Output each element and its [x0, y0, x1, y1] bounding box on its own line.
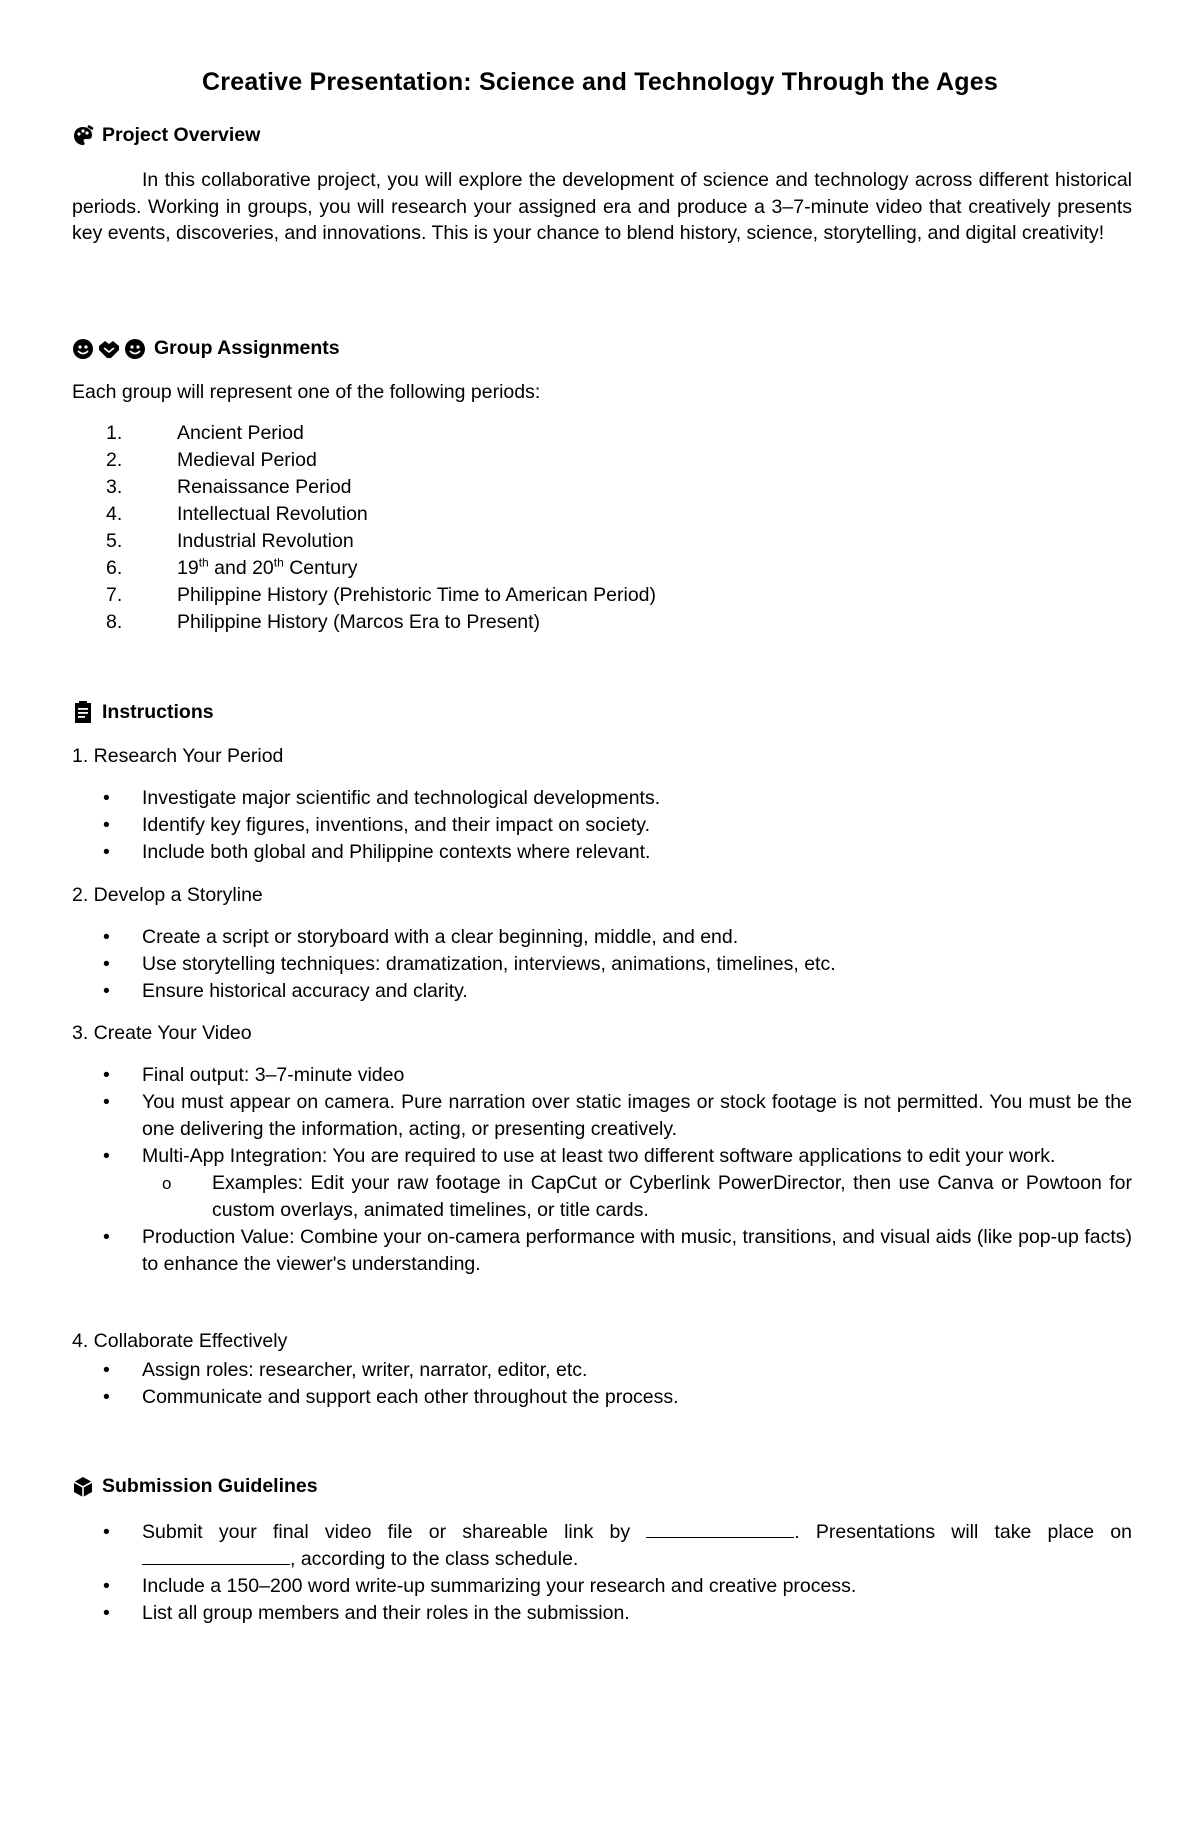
step-1-list — [72, 785, 1132, 866]
list-item: • Identify key figures, inventions, and their impact on society. — [103, 814, 650, 836]
person-icon — [124, 338, 146, 360]
list-item: • List all group members and their roles in the submission. — [103, 1602, 630, 1624]
list-item: • Use storytelling techniques: dramatization, interviews, animations, timelines, etc. — [103, 953, 836, 975]
step-title: 1. Research Your Period — [72, 745, 284, 767]
date-blank — [646, 1519, 794, 1538]
person-icon — [72, 338, 94, 360]
overview-heading-label: Project Overview — [102, 124, 261, 146]
list-item: • Investigate major scientific and technological developments. — [103, 787, 661, 809]
step-2-list — [72, 924, 1132, 1005]
page-title: Creative Presentation: Science and Technology Through the Ages — [202, 68, 998, 96]
date-blank — [142, 1546, 290, 1565]
overview-text: In this collaborative project, you will explore the development of science and technology across different historical periods. Working in groups, you will research your assigned era and produce a 3–7-minute video that creatively presents key events, discoveries, and innovations. This is your chance to blend history, science, storytelling, and digital creativity! — [72, 169, 1132, 244]
package-icon — [72, 1476, 94, 1498]
sub-list — [142, 1170, 1132, 1224]
group-assignments-heading — [72, 337, 340, 360]
list-item: • Ensure historical accuracy and clarity. — [103, 980, 468, 1002]
list-item: • Submit your final video file or shareable link by . Presentations will take place on , according to the class schedule. — [103, 1521, 1133, 1570]
instructions-heading — [72, 700, 214, 724]
step-title: 4. Collaborate Effectively — [72, 1330, 288, 1352]
handshake-icon — [97, 338, 121, 360]
group-intro: Each group will represent one of the following periods: — [72, 381, 541, 403]
palette-icon — [72, 125, 94, 147]
list-item: • Final output: 3–7-minute video — [103, 1064, 405, 1086]
step-4-list — [72, 1357, 1132, 1411]
step-title: 3. Create Your Video — [72, 1022, 252, 1044]
overview-heading — [72, 124, 260, 147]
instructions-heading-label: Instructions — [102, 700, 214, 723]
list-item: • Multi-App Integration: You are required to use at least two different software applications to edit your work. o Examples: Edit your raw footage in CapCut or Cyberlink PowerDirector, then use Canva or Powtoon for custom overlays, animated timelines, or title cards. — [72, 1143, 1132, 1224]
submission-list — [72, 1519, 1132, 1627]
list-item: • Include both global and Philippine contexts where relevant. — [103, 841, 651, 863]
step-3-list — [72, 1062, 1132, 1278]
sub-list-item: o Examples: Edit your raw footage in CapCut or Cyberlink PowerDirector, then use Canva or Powtoon for custom overlays, animated timelines, or title cards. — [162, 1172, 1132, 1221]
list-item: • Create a script or storyboard with a clear beginning, middle, and end. — [103, 926, 739, 948]
step-title: 2. Develop a Storyline — [72, 884, 263, 906]
list-item: • Include a 150–200 word write-up summarizing your research and creative process. — [103, 1575, 857, 1597]
document-page: Creative Presentation: Science and Technology Through the Ages Project Overview In this collaborative project, you will explore the development of science and technology across different historical periods. Working in groups, you will research your assigned era and produce a 3–7-minute video that creatively presents key events, discoveries, and innovations. This is your chance to blend history, science, storytelling, and digital creativity! Group Assignments Each group will represent one of the following periods: 1. Ancient Period 2. Medieval Period 3. Renaissance Period 4. Intellectual Revolution 5. Industrial Revolution 6. 19th and 20th Century 7. Philippine History (Prehistoric Time to American Period) 8. Philippine History (Marcos Era to Present) Instructions 1. Research Your Period • Investigate major scientific and technological developments. • Identify key figures, inventions, and their impact on society. • Include both global and Philippine contexts where relevant. 2. Develop a Storyline • Create a script or storyboard with a clear beginning, middle, and end. • Use storytelling techniques: dramatization, interviews, animations, timelines, etc. • Ensure historical accuracy and clarity. 3. Create Your Video • Final output: 3–7-minute video • You must appear on camera. Pure narration over static images or stock footage is not permitted. You must be the one delivering the information, acting, or presenting creatively. • Multi-App Integration: You are required to use at least two different software applications to edit your work. o Examples: Edit your raw footage in CapCut or Cyberlink PowerDirector, then use Canva or Powtoon for custom overlays, animated timelines, or title cards. • Production Value: Combine your on-camera performance with music, transitions, and visual aids (like pop-up facts) to enhance the viewer's understanding. 4. Collaborate Effectively • Assign roles: researcher, writer, narrator, editor, etc. • Communicate and support each other throughout the process. Submission Guidelines • Submit your final video file or shareable link by . Presentations will take place on , according to the class schedule. • Include a 150–200 word write-up summarizing your research and creative process. • List all group members and their roles in the submission. — [0, 0, 1200, 1835]
clipboard-icon — [72, 700, 94, 724]
list-item: • Communicate and support each other throughout the process. — [103, 1386, 679, 1408]
submission-heading — [72, 1475, 318, 1498]
list-item: • Assign roles: researcher, writer, narrator, editor, etc. — [103, 1359, 588, 1381]
submission-heading-label: Submission Guidelines — [102, 1475, 318, 1497]
group-assignments-heading-label: Group Assignments — [154, 337, 340, 359]
list-item: • You must appear on camera. Pure narration over static images or stock footage is not permitted. You must be the one delivering the information, acting, or presenting creatively. — [103, 1091, 1132, 1140]
list-item: • Production Value: Combine your on-camera performance with music, transitions, and visual aids (like pop-up facts) to enhance the viewer's understanding. — [103, 1226, 1132, 1275]
